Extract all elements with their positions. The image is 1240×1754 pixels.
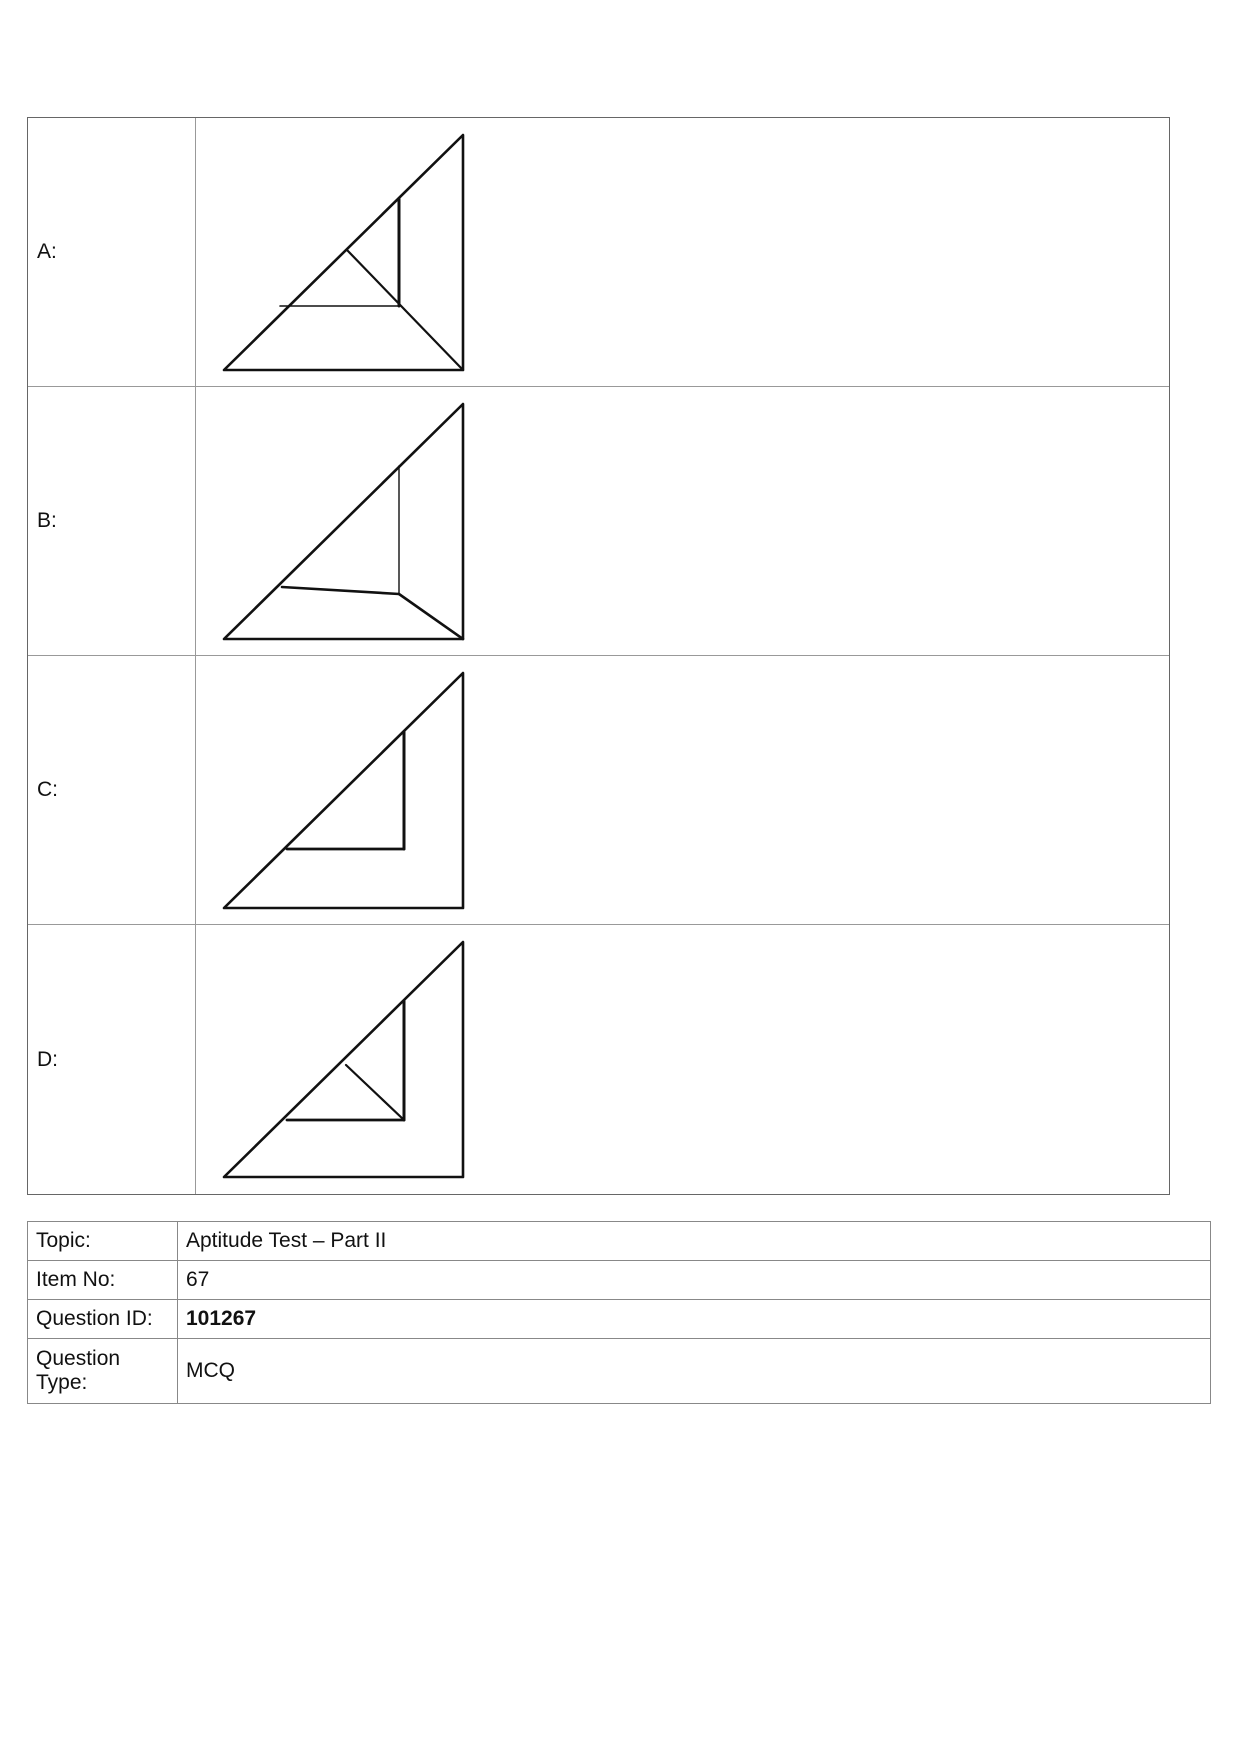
option-row-c[interactable] [28,656,1169,925]
option-label: A: [28,118,196,386]
meta-row-topic [28,1222,1211,1261]
figure-c-svg [210,656,470,925]
meta-row-qtype [28,1339,1211,1404]
inner-slanted [282,587,399,594]
outer-triangle [224,135,463,370]
option-label: C: [28,656,196,924]
figure-d-svg [210,925,470,1194]
option-figure-c [196,656,1169,924]
option-row-b[interactable] [28,387,1169,656]
question-id-label: Question ID: [28,1300,178,1339]
option-label: D: [28,925,196,1194]
outer-triangle [224,942,463,1177]
topic-label: Topic: [28,1222,178,1261]
inner-diagonal [347,250,463,370]
option-figure-d [196,925,1169,1194]
option-figure-b [196,387,1169,655]
outer-triangle [224,404,463,639]
inner-diagonal [399,594,463,639]
inner-diagonal [346,1065,404,1120]
option-row-d[interactable] [28,925,1169,1194]
item-no-label: Item No: [28,1261,178,1300]
question-type-label: Question Type: [28,1339,178,1404]
meta-row-item [28,1261,1211,1300]
question-type-value: MCQ [178,1339,1211,1404]
option-figure-a [196,118,1169,386]
meta-row-qid [28,1300,1211,1339]
figure-b-svg [210,387,470,656]
option-row-a[interactable] [28,118,1169,387]
option-label: B: [28,387,196,655]
item-no-value: 67 [178,1261,1211,1300]
question-id-value: 101267 [178,1300,1211,1339]
figure-a-svg [210,118,470,387]
question-meta-table [27,1221,1211,1404]
topic-value: Aptitude Test – Part II [178,1222,1211,1261]
outer-triangle [224,673,463,908]
options-table [27,117,1170,1195]
